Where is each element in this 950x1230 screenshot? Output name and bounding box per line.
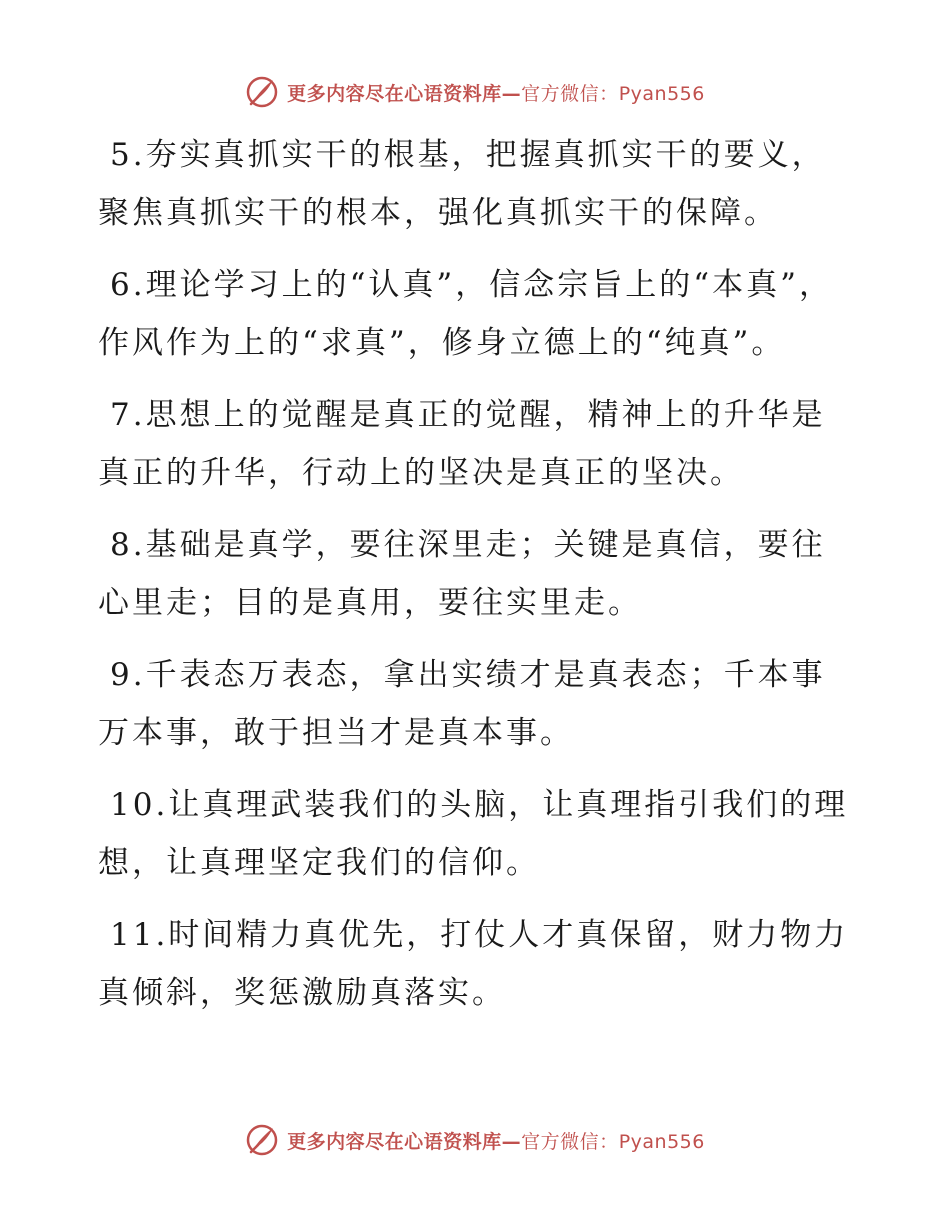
banner-main-text: 更多内容尽在心语资料库 — [287, 1130, 502, 1153]
wechat-label: 官方微信： — [521, 82, 619, 105]
banner-text — [287, 1127, 705, 1154]
list-item: 6.理论学习上的“认真”，信念宗旨上的“本真”，作风作为上的“求真”，修身立德上的“纯真”。 — [98, 267, 833, 361]
list-item: 7.思想上的觉醒是真正的觉醒，精神上的升华是真正的升华，行动上的坚决是真正的坚决。 — [98, 397, 826, 491]
list-item: 11.时间精力真优先，打仗人才真保留，财力物力真倾斜，奖惩激励真落实。 — [98, 917, 849, 1011]
document-body — [98, 126, 858, 1036]
footer-banner — [0, 1120, 950, 1160]
banner-main-text: 更多内容尽在心语资料库 — [287, 82, 502, 105]
banner-text — [287, 79, 705, 106]
feather-pen-circle-icon — [245, 75, 279, 109]
banner-dash: — — [501, 1130, 522, 1153]
list-item: 8.基础是真学，要往深里走；关键是真信，要往心里走；目的是真用，要往实里走。 — [98, 527, 826, 621]
banner-dash: — — [501, 82, 522, 105]
wechat-label: 官方微信： — [521, 1130, 619, 1153]
header-banner — [0, 72, 950, 112]
list-item: 10.让真理武装我们的头脑，让真理指引我们的理想，让真理坚定我们的信仰。 — [98, 787, 849, 881]
wechat-id: Pyan556 — [618, 1130, 705, 1153]
wechat-id: Pyan556 — [618, 82, 705, 105]
list-item: 9.千表态万表态，拿出实绩才是真表态；千本事万本事，敢于担当才是真本事。 — [98, 657, 826, 751]
feather-pen-circle-icon — [245, 1123, 279, 1157]
list-item: 5.夯实真抓实干的根基，把握真抓实干的要义，聚焦真抓实干的根本，强化真抓实干的保障。 — [98, 137, 826, 231]
